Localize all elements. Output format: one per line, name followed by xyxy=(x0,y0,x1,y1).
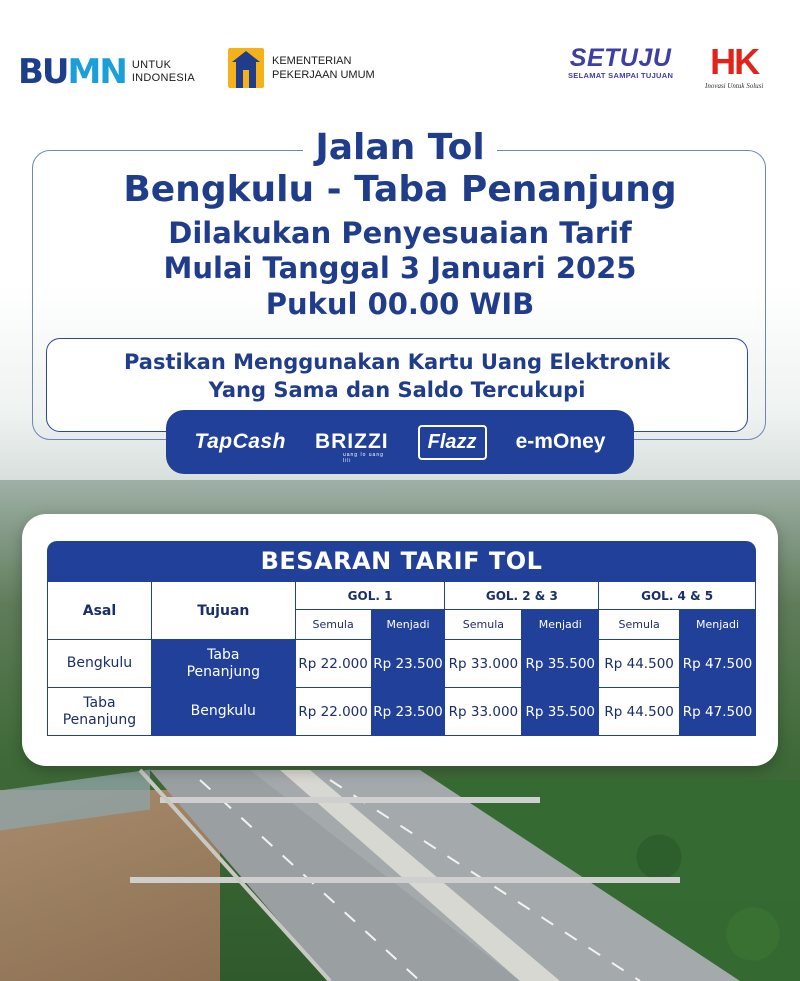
row2-gol1-semula: Rp 22.000 xyxy=(295,688,371,736)
pu-text-line1: KEMENTERIAN xyxy=(272,55,352,67)
row2-gol23-semula: Rp 33.000 xyxy=(445,688,522,736)
headline-line2: Bengkulu - Taba Penanjung xyxy=(123,169,677,210)
row1-gol1-menjadi: Rp 23.500 xyxy=(371,640,445,688)
header-gol23-menjadi: Menjadi xyxy=(522,610,599,640)
headline-line4: Mulai Tanggal 3 Januari 2025 xyxy=(163,251,637,285)
row1-gol23-semula: Rp 33.000 xyxy=(445,640,522,688)
row2-asal xyxy=(48,688,152,736)
bumn-text xyxy=(132,59,195,85)
pu-text xyxy=(272,54,375,82)
brizzi-logo xyxy=(314,430,389,464)
row2-tujuan: Bengkulu xyxy=(151,688,295,736)
pu-logo xyxy=(228,48,375,88)
row1-gol45-semula: Rp 44.500 xyxy=(599,640,680,688)
row1-asal: Bengkulu xyxy=(48,640,152,688)
headline xyxy=(0,128,800,322)
flazz-logo: Flazz xyxy=(418,425,487,460)
header-asal: Asal xyxy=(48,582,152,640)
setuju-logo xyxy=(568,44,673,80)
brizzi-tagline: uang lo uang lili xyxy=(342,452,384,464)
bumn-mark-right: MN xyxy=(67,52,126,92)
table-row xyxy=(48,688,756,736)
setuju-tagline: SELAMAT SAMPAI TUJUAN xyxy=(568,71,674,80)
tapcash-logo: TapCash xyxy=(194,430,286,453)
row2-gol45-menjadi: Rp 47.500 xyxy=(680,688,756,736)
pu-emblem-icon xyxy=(228,48,264,88)
hk-mark: HK xyxy=(710,41,759,82)
hk-logo xyxy=(705,41,764,90)
emoney-logo: e-mOney xyxy=(515,430,606,453)
bumn-mark-left: BU xyxy=(18,52,68,92)
row1-tujuan-text: Taba Penanjung xyxy=(186,646,260,680)
row2-asal-text: Taba Penanjung xyxy=(62,694,137,728)
header-tujuan: Tujuan xyxy=(151,582,295,640)
bumn-mark xyxy=(18,52,126,92)
brizzi-mark: BRIZZI xyxy=(314,430,389,453)
header-gol1-semula: Semula xyxy=(295,610,371,640)
hk-tagline: Inovasi Untuk Solusi xyxy=(705,82,764,90)
bumn-text-line1: UNTUK xyxy=(131,59,172,71)
header-gol1: GOL. 1 xyxy=(295,582,445,610)
row1-tujuan xyxy=(151,640,295,688)
headline-line1: Jalan Tol xyxy=(303,128,496,168)
header-gol45-menjadi: Menjadi xyxy=(680,610,756,640)
header-gol23: GOL. 2 & 3 xyxy=(445,582,599,610)
header-gol23-semula: Semula xyxy=(445,610,522,640)
setuju-mark: SETUJU xyxy=(569,44,672,72)
header-logos xyxy=(0,40,800,100)
header-gol45: GOL. 4 & 5 xyxy=(599,582,756,610)
header-gol1-menjadi: Menjadi xyxy=(371,610,445,640)
pu-text-line2: PEKERJAAN UMUM xyxy=(272,69,375,81)
headline-line3: Dilakukan Penyesuaian Tarif xyxy=(168,216,632,250)
row1-gol23-menjadi: Rp 35.500 xyxy=(522,640,599,688)
tariff-table-title: BESARAN TARIF TOL xyxy=(47,541,756,581)
bumn-logo xyxy=(18,52,195,92)
notice-line2: Yang Sama dan Saldo Tercukupi xyxy=(208,378,586,402)
row2-gol23-menjadi: Rp 35.500 xyxy=(522,688,599,736)
row1-gol45-menjadi: Rp 47.500 xyxy=(680,640,756,688)
row1-gol1-semula: Rp 22.000 xyxy=(295,640,371,688)
headline-line5: Pukul 00.00 WIB xyxy=(265,287,535,321)
tariff-table xyxy=(47,581,756,736)
row2-gol1-menjadi: Rp 23.500 xyxy=(371,688,445,736)
notice-line1: Pastikan Menggunakan Kartu Uang Elektronik xyxy=(123,350,671,374)
payment-cards-bar xyxy=(166,410,634,474)
bumn-text-line2: INDONESIA xyxy=(131,72,196,84)
row2-gol45-semula: Rp 44.500 xyxy=(599,688,680,736)
header-gol45-semula: Semula xyxy=(599,610,680,640)
table-row xyxy=(48,640,756,688)
